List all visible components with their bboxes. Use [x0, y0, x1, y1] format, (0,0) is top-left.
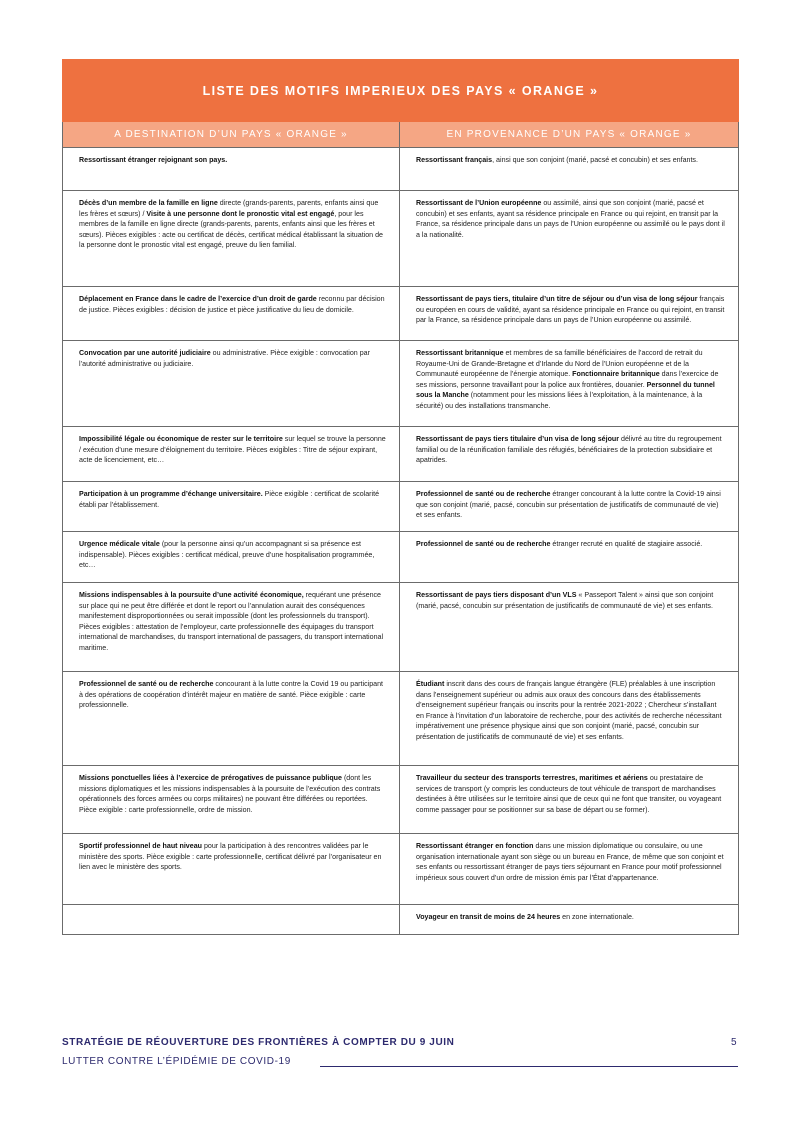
destination-motif-cell — [63, 766, 400, 834]
table-row — [63, 834, 739, 905]
provenance-motif-cell — [400, 834, 739, 905]
motif-text: délivré au titre du regroupement familial ou de la réunification familiale des réfugiés, bénéficiaires de la protection subsidiaire et apatrides. — [416, 435, 722, 465]
motif-heading: Voyageur en transit de moins de 24 heures — [416, 913, 561, 921]
footer-subtitle: LUTTER CONTRE L’ÉPIDÉMIE DE COVID-19 — [62, 1056, 291, 1067]
provenance-motif-cell — [400, 672, 739, 766]
destination-motif-cell — [63, 583, 400, 672]
motif-text: (notamment pour les missions liées à l’exploitation, à la maintenance, à la sécurité) ou des installations transmanche. — [416, 391, 703, 410]
provenance-motif-cell — [400, 191, 739, 287]
table-title: LISTE DES MOTIFS IMPERIEUX DES PAYS « ORANGE » — [63, 60, 739, 122]
provenance-motif-cell — [400, 766, 739, 834]
provenance-motif-cell — [400, 148, 739, 191]
table-row — [63, 672, 739, 766]
motif-text: dans une mission diplomatique ou consulaire, ou une organisation internationale ayant son siège ou un bureau en France, de même que son conjoint et ses enfants ou ressortissant étranger de pays tiers séjournant en France pour motif professionnel impérieux sous couvert d’un ordre de mission émis par l’État d’appartenance. — [416, 842, 724, 882]
motif-text: , ainsi que son conjoint (marié, pacsé et concubin) et ses enfants. — [492, 156, 698, 164]
motif-text: étranger recruté en qualité de stagiaire associé. — [550, 540, 703, 548]
motif-text: ou administrative. Pièce exigible : convocation par l’autorité administrative ou judiciaire. — [79, 349, 370, 368]
motif-heading: Fonctionnaire britannique — [572, 370, 660, 379]
motif-heading: Ressortissant français — [416, 156, 493, 164]
destination-motif-cell — [63, 427, 400, 482]
motif-heading: Urgence médicale vitale — [79, 540, 160, 548]
motif-heading: Visite à une personne dont le pronostic vital est engagé — [146, 209, 335, 218]
motif-text: requérant une présence sur place qui ne peut être différée et dont le report ou l’annulation aurait des conséquences manifestement disproportionnées ou serait impossible (dont les professionnels du transport). Pièces exigibles : attestation de l’employeur, carte professionnelle des équipages du transport international de marchandises, du transport international de passagers, du transport international maritime. — [79, 591, 384, 652]
motif-text: français ou européen en cours de validité, ayant sa résidence principale en France ou qui rejoint, en transit par la France, sa résidence principale dans un pays de l’Union européenne ou assimilé. — [416, 295, 725, 325]
motif-text: sur lequel se trouve la personne / exécution d’une mesure d’éloignement du territoire. Pièces exigibles : Titre de séjour expirant, acte de licenciement, etc… — [79, 435, 386, 465]
motif-heading: Ressortissant de pays tiers, titulaire d’un titre de séjour ou d’un visa de long séjour — [416, 295, 698, 303]
table-row — [63, 482, 739, 532]
motif-heading: Personnel du tunnel sous la Manche — [416, 380, 715, 400]
motif-heading: Ressortissant étranger rejoignant son pays. — [79, 156, 228, 164]
provenance-motif-cell — [400, 341, 739, 427]
table-row — [63, 766, 739, 834]
destination-motif-cell — [63, 672, 400, 766]
destination-motif-cell — [63, 191, 400, 287]
motif-text: en zone internationale. — [560, 913, 634, 921]
motif-heading: Convocation par une autorité judiciaire — [79, 349, 211, 357]
motif-text: , pour les membres de la famille en ligne directe (grands-parents, parents, enfants ainsi que les frères et sœurs). Pièces exigibles : acte ou certificat de décès, certificat médical établissant la situation de la personne dont le pronostic vital est engagé, preuve du lien familial. — [79, 209, 383, 250]
motif-heading: Ressortissant britannique — [416, 349, 504, 357]
destination-motif-cell — [63, 532, 400, 583]
motif-text: (pour la personne ainsi qu’un accompagnant si sa présence est indispensable). Pièces exigibles : certificat médical, preuve d’une hospitalisation programmée, etc… — [79, 540, 375, 570]
provenance-motif-cell — [400, 532, 739, 583]
motif-heading: Sportif professionnel de haut niveau — [79, 842, 202, 850]
motif-heading: Professionnel de santé ou de recherche — [79, 680, 214, 688]
motif-text: (dont les missions diplomatiques et les missions indispensables à la poursuite de l’exécution des contrats opérationnels des forces armées ou corps militaires) ne pouvant être différées ou reportées. Pièce exigible : carte professionnelle, ordre de mission. — [79, 774, 381, 814]
motif-heading: Ressortissant de l’Union européenne — [416, 199, 542, 207]
motif-heading: Participation à un programme d’échange universitaire. — [79, 490, 263, 498]
table-row — [63, 148, 739, 191]
table-row — [63, 905, 739, 935]
motif-text: Pièce exigible : certificat de scolarité établi par l’établissement. — [79, 490, 380, 509]
column-header-destination: A DESTINATION D’UN PAYS « ORANGE » — [63, 122, 400, 148]
motif-text: et membres de sa famille bénéficiaires de l’accord de retrait du Royaume-Uni de Grande-Bretagne et d’Irlande du Nord de l’Union européenne et de la Communauté européenne de l’énergie atomique. — [416, 349, 703, 379]
provenance-motif-cell — [400, 427, 739, 482]
motif-heading: Ressortissant étranger en fonction — [416, 842, 534, 850]
provenance-motif-cell — [400, 287, 739, 341]
motif-text: concourant à la lutte contre la Covid 19 ou participant à des opérations de coopération d’intérêt majeur en matière de santé. Pièce exigible : carte professionnelle. — [79, 680, 384, 710]
page-number: 5 — [731, 1037, 737, 1048]
table-row — [63, 191, 739, 287]
destination-motif-cell — [63, 287, 400, 341]
motif-text: inscrit dans des cours de français langue étrangère (FLE) préalables à une inscription dans l’enseignement supérieur ou admis aux oraux des concours dans des établissements d’enseignement supérieur français ou inscrits pour la rentrée 2021-2022 ; Chercheur s’installant en France à l’invitation d’un laboratoire de recherche, pour des activités de recherche nécessitant impérativement une présence physique ainsi que son conjoint (marié, pacsé, concubin sur présentation de justificatifs de communauté de vie) et ses enfants. — [416, 680, 722, 741]
footer-title: STRATÉGIE DE RÉOUVERTURE DES FRONTIÈRES À COMPTER DU 9 JUIN — [62, 1037, 455, 1048]
destination-motif-cell — [63, 905, 400, 935]
motif-text: dans l’exercice de ses missions, personne travaillant pour la police aux frontières, douanier. — [416, 370, 719, 389]
column-header-provenance: EN PROVENANCE D’UN PAYS « ORANGE » — [400, 122, 739, 148]
destination-motif-cell — [63, 482, 400, 532]
destination-motif-cell — [63, 834, 400, 905]
motif-heading: Étudiant — [416, 680, 445, 688]
motif-heading: Missions indispensables à la poursuite d’une activité économique, — [79, 591, 304, 599]
motif-heading: Ressortissant de pays tiers titulaire d’un visa de long séjour — [416, 435, 620, 443]
motif-text: étranger concourant à la lutte contre la Covid-19 ainsi que son conjoint (marié, pacsé, concubin sur présentation de justificatifs de communauté de vie) et ses enfants. — [416, 490, 721, 520]
destination-motif-cell — [63, 148, 400, 191]
provenance-motif-cell — [400, 905, 739, 935]
motif-text: ou prestataire de services de transport (y compris les conducteurs de tout véhicule de transport de marchandises destinées à être utilisées sur le territoire ainsi que de ceux qui ne font que transiter, ou voyageant comme passager pour se positionner sur sa base de départ ou se former). — [416, 774, 722, 814]
table-row — [63, 583, 739, 672]
motif-heading: Impossibilité légale ou économique de rester sur le territoire — [79, 435, 283, 443]
table-row — [63, 287, 739, 341]
table-row — [63, 341, 739, 427]
motif-heading: Déplacement en France dans le cadre de l’exercice d’un droit de garde — [79, 295, 317, 303]
footer-divider — [320, 1066, 738, 1067]
motifs-table — [62, 59, 739, 935]
table-row — [63, 532, 739, 583]
provenance-motif-cell — [400, 482, 739, 532]
motif-heading: Missions ponctuelles liées à l’exercice de prérogatives de puissance publique — [79, 774, 342, 782]
motif-text: pour la participation à des rencontres validées par le ministère des sports. Pièce exigible : carte professionnelle, certificat délivré par l’organisateur en lien avec le ministère des sports. — [79, 842, 382, 872]
motif-heading: Professionnel de santé ou de recherche — [416, 540, 551, 548]
motif-text: directe (grands-parents, parents, enfants ainsi que les frères et sœurs) / — [79, 199, 379, 218]
motif-heading: Ressortissant de pays tiers disposant d’un VLS — [416, 591, 577, 599]
motif-heading: Travailleur du secteur des transports terrestres, maritimes et aériens — [416, 774, 648, 782]
motif-text: ou assimilé, ainsi que son conjoint (marié, pacsé et concubin) et ses enfants, ayant sa résidence principale en France ou qui rejoint, en transit par la France, sa résidence principale dans un pays de l’Union européenne ou assimilé ou le pays dont il a la nationalité. — [416, 199, 725, 239]
motif-heading: Décès d’un membre de la famille en ligne — [79, 199, 218, 207]
motif-text: « Passeport Talent » ainsi que son conjoint (marié, pacsé, concubin sur présentation de justificatifs de communauté de vie) et ses enfants. — [416, 591, 714, 610]
table-row — [63, 427, 739, 482]
destination-motif-cell — [63, 341, 400, 427]
motif-heading: Professionnel de santé ou de recherche — [416, 490, 551, 498]
motif-text: reconnu par décision de justice. Pièces exigibles : décision de justice et pièce justificative du lieu de domicile. — [79, 295, 385, 314]
provenance-motif-cell — [400, 583, 739, 672]
